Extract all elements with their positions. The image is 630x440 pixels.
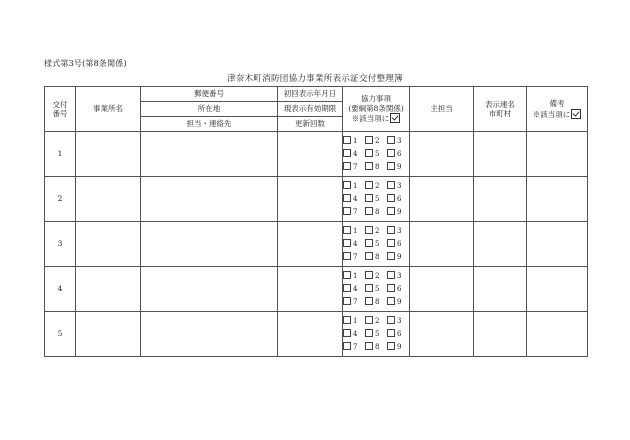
header-business-name: 事業所名 (76, 87, 141, 132)
checkbox-icon[interactable] (387, 316, 395, 324)
checkbox-icon[interactable] (343, 342, 351, 350)
cooperation-option[interactable] (365, 316, 387, 326)
cooperation-option-label: 9 (397, 207, 402, 216)
checkbox-icon[interactable] (387, 149, 395, 157)
cooperation-option-label: 3 (397, 137, 402, 146)
cooperation-option[interactable] (387, 271, 409, 281)
checkbox-icon[interactable] (343, 297, 351, 305)
cooperation-items-reference: (要綱第8条関係) (348, 103, 404, 113)
checkbox-icon[interactable] (365, 162, 373, 170)
cooperation-option[interactable] (365, 329, 387, 339)
cooperation-option[interactable] (365, 136, 387, 146)
row-remarks-cell[interactable] (527, 132, 588, 177)
cooperation-option-label: 8 (375, 162, 380, 171)
header-renewal-count: 更新回数 (278, 117, 343, 132)
checkbox-icon[interactable] (365, 252, 373, 260)
cooperation-option[interactable] (365, 149, 387, 159)
row-person-in-charge-cell[interactable] (410, 222, 474, 267)
checkbox-icon[interactable] (387, 239, 395, 247)
cooperation-option[interactable] (387, 149, 409, 159)
table-row (45, 177, 588, 222)
cooperation-option-label: 7 (353, 162, 358, 171)
checkbox-icon[interactable] (365, 149, 373, 157)
cooperation-option-label: 8 (375, 342, 380, 351)
row-issue-number: 1 (45, 132, 76, 177)
header-first-display-date: 初回表示年月日 (278, 87, 343, 102)
cooperation-option-label: 8 (375, 207, 380, 216)
cooperation-option-label: 7 (353, 207, 358, 216)
checkbox-icon[interactable] (343, 149, 351, 157)
cooperation-option-label: 4 (353, 330, 358, 339)
row-person-in-charge-cell[interactable] (410, 132, 474, 177)
cooperation-option[interactable] (387, 284, 409, 294)
cooperation-option[interactable] (365, 297, 387, 307)
cooperation-option-label: 9 (397, 162, 402, 171)
remarks-note-text: ※該当項に (532, 109, 571, 119)
row-issue-number: 4 (45, 267, 76, 312)
cooperation-items-label: 協力事項 (361, 94, 391, 104)
cooperation-option[interactable] (365, 342, 387, 352)
cooperation-options (343, 271, 409, 306)
cooperation-option-label: 6 (397, 240, 402, 249)
cooperation-option-label: 1 (353, 272, 358, 281)
row-business-name-cell[interactable] (76, 222, 141, 267)
row-cooperation-items (343, 222, 410, 267)
checkbox-icon[interactable] (387, 207, 395, 215)
checkbox-icon[interactable] (343, 136, 351, 144)
checkbox-icon[interactable] (343, 329, 351, 337)
remarks-note (527, 109, 587, 119)
cooperation-options (343, 136, 409, 171)
display-joint-name: 表示連名 (485, 99, 515, 109)
checkbox-icon[interactable] (343, 252, 351, 260)
cooperation-options (343, 181, 409, 216)
checkbox-icon[interactable] (387, 252, 395, 260)
display-municipality: 市町村 (488, 109, 512, 118)
row-dates-cell[interactable] (278, 177, 343, 222)
header-cooperation-items (343, 87, 410, 132)
cooperation-option[interactable] (387, 136, 409, 146)
cooperation-option-label: 3 (397, 272, 402, 281)
cooperation-option[interactable] (365, 194, 387, 204)
cooperation-option-label: 7 (353, 252, 358, 261)
cooperation-option-label: 4 (353, 150, 358, 159)
row-address-contact-cell[interactable] (141, 222, 278, 267)
checkbox-icon[interactable] (365, 342, 373, 350)
header-display-municipality (474, 87, 527, 132)
cooperation-option[interactable] (387, 239, 409, 249)
remarks-label: 備考 (549, 99, 565, 109)
cooperation-option-label: 8 (375, 297, 380, 306)
checkbox-icon[interactable] (387, 181, 395, 189)
row-display-municipality-cell[interactable] (474, 267, 527, 312)
row-dates-cell[interactable] (278, 132, 343, 177)
row-cooperation-items (343, 312, 410, 357)
header-postal-code: 郵便番号 (141, 87, 278, 102)
cooperation-option-label: 1 (353, 137, 358, 146)
checkbox-icon[interactable] (365, 297, 373, 305)
cooperation-option-label: 4 (353, 240, 358, 249)
cooperation-option[interactable] (365, 284, 387, 294)
checkbox-icon[interactable] (387, 329, 395, 337)
row-display-municipality-cell[interactable] (474, 132, 527, 177)
checkbox-icon[interactable] (343, 207, 351, 215)
checkbox-icon[interactable] (387, 162, 395, 170)
checkbox-icon[interactable] (387, 297, 395, 305)
cooperation-items-note (343, 113, 409, 123)
checkbox-icon[interactable] (343, 226, 351, 234)
checkbox-icon[interactable] (387, 194, 395, 202)
cooperation-option-label: 2 (375, 182, 380, 191)
header-current-expiry: 現表示有効期限 (278, 102, 343, 117)
cooperation-option-label: 9 (397, 252, 402, 261)
table-row (45, 132, 588, 177)
checkbox-icon[interactable] (343, 284, 351, 292)
checkbox-icon[interactable] (365, 136, 373, 144)
cooperation-option-label: 6 (397, 330, 402, 339)
cooperation-option-label: 5 (375, 150, 380, 159)
checkbox-icon[interactable] (343, 271, 351, 279)
cooperation-option-label: 6 (397, 285, 402, 294)
cooperation-items-note-text: ※該当項に (351, 114, 390, 124)
header-address: 所在地 (141, 102, 278, 117)
cooperation-option[interactable] (343, 284, 365, 294)
cooperation-option-label: 1 (353, 182, 358, 191)
row-issue-number: 3 (45, 222, 76, 267)
cooperation-option[interactable] (343, 181, 365, 191)
cooperation-option-label: 5 (375, 285, 380, 294)
cooperation-option-label: 6 (397, 150, 402, 159)
header-row-1 (45, 87, 588, 102)
checkbox-icon[interactable] (387, 271, 395, 279)
cooperation-option-label: 3 (397, 227, 402, 236)
cooperation-option-label: 8 (375, 252, 380, 261)
checkbox-icon[interactable] (365, 181, 373, 189)
cooperation-option[interactable] (387, 342, 409, 352)
table-row (45, 222, 588, 267)
cooperation-option[interactable] (343, 149, 365, 159)
cooperation-option[interactable] (365, 252, 387, 262)
cooperation-option-label: 3 (397, 182, 402, 191)
cooperation-option-label: 2 (375, 137, 380, 146)
cooperation-option[interactable] (343, 162, 365, 172)
cooperation-option-label: 2 (375, 227, 380, 236)
row-address-contact-cell[interactable] (141, 267, 278, 312)
row-cooperation-items (343, 132, 410, 177)
cooperation-option-label: 4 (353, 285, 358, 294)
checkbox-icon[interactable] (365, 316, 373, 324)
cooperation-option-label: 5 (375, 240, 380, 249)
cooperation-option[interactable] (365, 181, 387, 191)
cooperation-option[interactable] (387, 329, 409, 339)
checkbox-icon[interactable] (343, 316, 351, 324)
checkbox-icon[interactable] (387, 226, 395, 234)
row-address-contact-cell[interactable] (141, 177, 278, 222)
cooperation-option-label: 4 (353, 195, 358, 204)
cooperation-option[interactable] (343, 207, 365, 217)
row-dates-cell[interactable] (278, 267, 343, 312)
checkbox-icon[interactable] (387, 284, 395, 292)
cooperation-option[interactable] (343, 194, 365, 204)
cooperation-option[interactable] (387, 162, 409, 172)
cooperation-option[interactable] (343, 271, 365, 281)
cooperation-option-label: 1 (353, 317, 358, 326)
row-business-name-cell[interactable] (76, 267, 141, 312)
cooperation-option[interactable] (387, 297, 409, 307)
row-issue-number: 5 (45, 312, 76, 357)
row-person-in-charge-cell[interactable] (410, 267, 474, 312)
checkbox-icon[interactable] (365, 239, 373, 247)
checkbox-icon[interactable] (365, 271, 373, 279)
cooperation-option[interactable] (387, 252, 409, 262)
header-remarks (527, 87, 588, 132)
row-remarks-cell[interactable] (527, 222, 588, 267)
cooperation-option-label: 6 (397, 195, 402, 204)
row-dates-cell[interactable] (278, 312, 343, 357)
cooperation-option-label: 7 (353, 342, 358, 351)
row-business-name-cell[interactable] (76, 132, 141, 177)
cooperation-option[interactable] (365, 226, 387, 236)
cooperation-option-label: 5 (375, 195, 380, 204)
row-business-name-cell[interactable] (76, 312, 141, 357)
form-title: 津奈木町消防団協力事業所表示証交付整理簿 (226, 74, 403, 84)
checkbox-icon[interactable] (343, 239, 351, 247)
header-issue-number: 交付 番号 (45, 87, 76, 132)
header-person-in-charge: 主担当 (410, 87, 474, 132)
row-remarks-cell[interactable] (527, 267, 588, 312)
cooperation-option-label: 1 (353, 227, 358, 236)
row-business-name-cell[interactable] (76, 177, 141, 222)
register-table (44, 86, 588, 357)
row-cooperation-items (343, 177, 410, 222)
header-contact: 担当・連絡先 (141, 117, 278, 132)
checkbox-icon[interactable] (343, 194, 351, 202)
checkbox-icon[interactable] (365, 329, 373, 337)
cooperation-options (343, 316, 409, 351)
cooperation-option-label: 9 (397, 297, 402, 306)
row-issue-number: 2 (45, 177, 76, 222)
checkbox-icon[interactable] (387, 136, 395, 144)
cooperation-option[interactable] (343, 316, 365, 326)
checkbox-icon[interactable] (343, 162, 351, 170)
cooperation-option[interactable] (387, 181, 409, 191)
cooperation-option-label: 3 (397, 317, 402, 326)
table-row (45, 267, 588, 312)
cooperation-option[interactable] (343, 329, 365, 339)
checkbox-icon[interactable] (365, 207, 373, 215)
cooperation-option[interactable] (343, 239, 365, 249)
cooperation-option[interactable] (365, 271, 387, 281)
cooperation-option[interactable] (387, 316, 409, 326)
table-row (45, 312, 588, 357)
cooperation-option[interactable] (343, 226, 365, 236)
row-remarks-cell[interactable] (527, 177, 588, 222)
cooperation-option[interactable] (387, 207, 409, 217)
cooperation-option-label: 2 (375, 317, 380, 326)
row-display-municipality-cell[interactable] (474, 222, 527, 267)
cooperation-option[interactable] (343, 252, 365, 262)
checkbox-icon[interactable] (387, 342, 395, 350)
cooperation-option[interactable] (343, 342, 365, 352)
cooperation-option[interactable] (387, 194, 409, 204)
row-person-in-charge-cell[interactable] (410, 312, 474, 357)
cooperation-option-label: 9 (397, 342, 402, 351)
checkbox-icon[interactable] (365, 284, 373, 292)
cooperation-option[interactable] (365, 239, 387, 249)
checkbox-icon[interactable] (365, 226, 373, 234)
cooperation-option-label: 5 (375, 330, 380, 339)
cooperation-option[interactable] (365, 207, 387, 217)
cooperation-option[interactable] (343, 297, 365, 307)
row-remarks-cell[interactable] (527, 312, 588, 357)
cooperation-option[interactable] (387, 226, 409, 236)
cooperation-options (343, 226, 409, 261)
row-address-contact-cell[interactable] (141, 312, 278, 357)
cooperation-option-label: 7 (353, 297, 358, 306)
row-dates-cell[interactable] (278, 222, 343, 267)
cooperation-option[interactable] (365, 162, 387, 172)
checked-box-icon (390, 113, 400, 123)
row-display-municipality-cell[interactable] (474, 312, 527, 357)
checkbox-icon[interactable] (343, 181, 351, 189)
row-address-contact-cell[interactable] (141, 132, 278, 177)
checkbox-icon[interactable] (365, 194, 373, 202)
row-person-in-charge-cell[interactable] (410, 177, 474, 222)
checked-box-icon (571, 109, 581, 119)
row-display-municipality-cell[interactable] (474, 177, 527, 222)
form-number: 様式第3号(第8条関係) (44, 59, 127, 68)
cooperation-option[interactable] (343, 136, 365, 146)
row-cooperation-items (343, 267, 410, 312)
cooperation-option-label: 2 (375, 272, 380, 281)
